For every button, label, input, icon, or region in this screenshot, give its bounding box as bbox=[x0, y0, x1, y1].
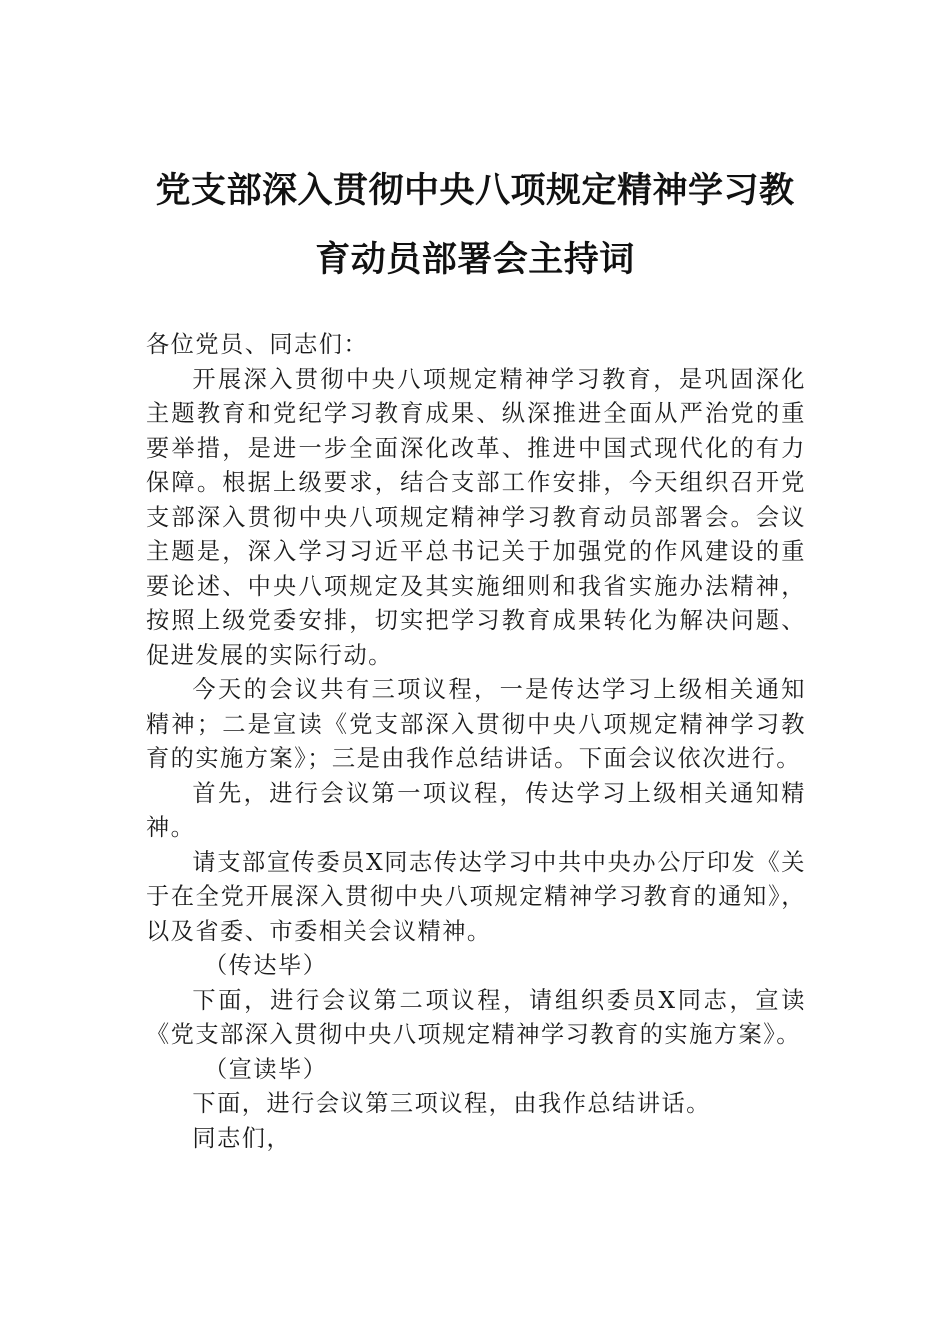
note-relay-done: （传达毕） bbox=[204, 952, 328, 979]
paragraph-item-1: 首先，进行会议第一项议程，传达学习上级相关通知精神。 bbox=[146, 779, 806, 841]
document-body bbox=[146, 328, 806, 1156]
note-reading-done: （宣读毕） bbox=[204, 1055, 328, 1083]
salutation: 各位党员、同志们： bbox=[146, 331, 369, 358]
paragraph-item-2: 下面，进行会议第二项议程，请组织委员X同志，宣读《党支部深入贯彻中央八项规定精神学习教育的实施方案》。 bbox=[146, 986, 806, 1048]
document-title-line-2: 育动员部署会主持词 bbox=[315, 239, 635, 280]
paragraph-closing-start: 同志们， bbox=[192, 1124, 292, 1152]
document-title-line-1: 党支部深入贯彻中央八项规定精神学习教 bbox=[155, 170, 795, 211]
paragraph-intro: 开展深入贯彻中央八项规定精神学习教育，是巩固深化主题教育和党纪学习教育成果、纵深推进全面从严治党的重要举措，是进一步全面深化改革、推进中国式现代化的有力保障。根据上级要求，结合支部工作安排，今天组织召开党支部深入贯彻中央八项规定精神学习教育动员部署会。会议主题是，深入学习习近平总书记关于加强党的作风建设的重要论述、中央八项规定及其实施细则和我省实施办法精神，按照上级党委安排，切实把学习教育成果转化为解决问题、促进发展的实际行动。 bbox=[146, 365, 806, 669]
paragraph-item-1-detail: 请支部宣传委员X同志传达学习中共中央办公厅印发《关于在全党开展深入贯彻中央八项规定精神学习教育的通知》，以及省委、市委相关会议精神。 bbox=[146, 848, 806, 945]
paragraph-agenda: 今天的会议共有三项议程，一是传达学习上级相关通知精神；二是宣读《党支部深入贯彻中央八项规定精神学习教育的实施方案》；三是由我作总结讲话。下面会议依次进行。 bbox=[146, 676, 806, 772]
paragraph-item-3: 下面，进行会议第三项议程，由我作总结讲话。 bbox=[192, 1090, 711, 1117]
